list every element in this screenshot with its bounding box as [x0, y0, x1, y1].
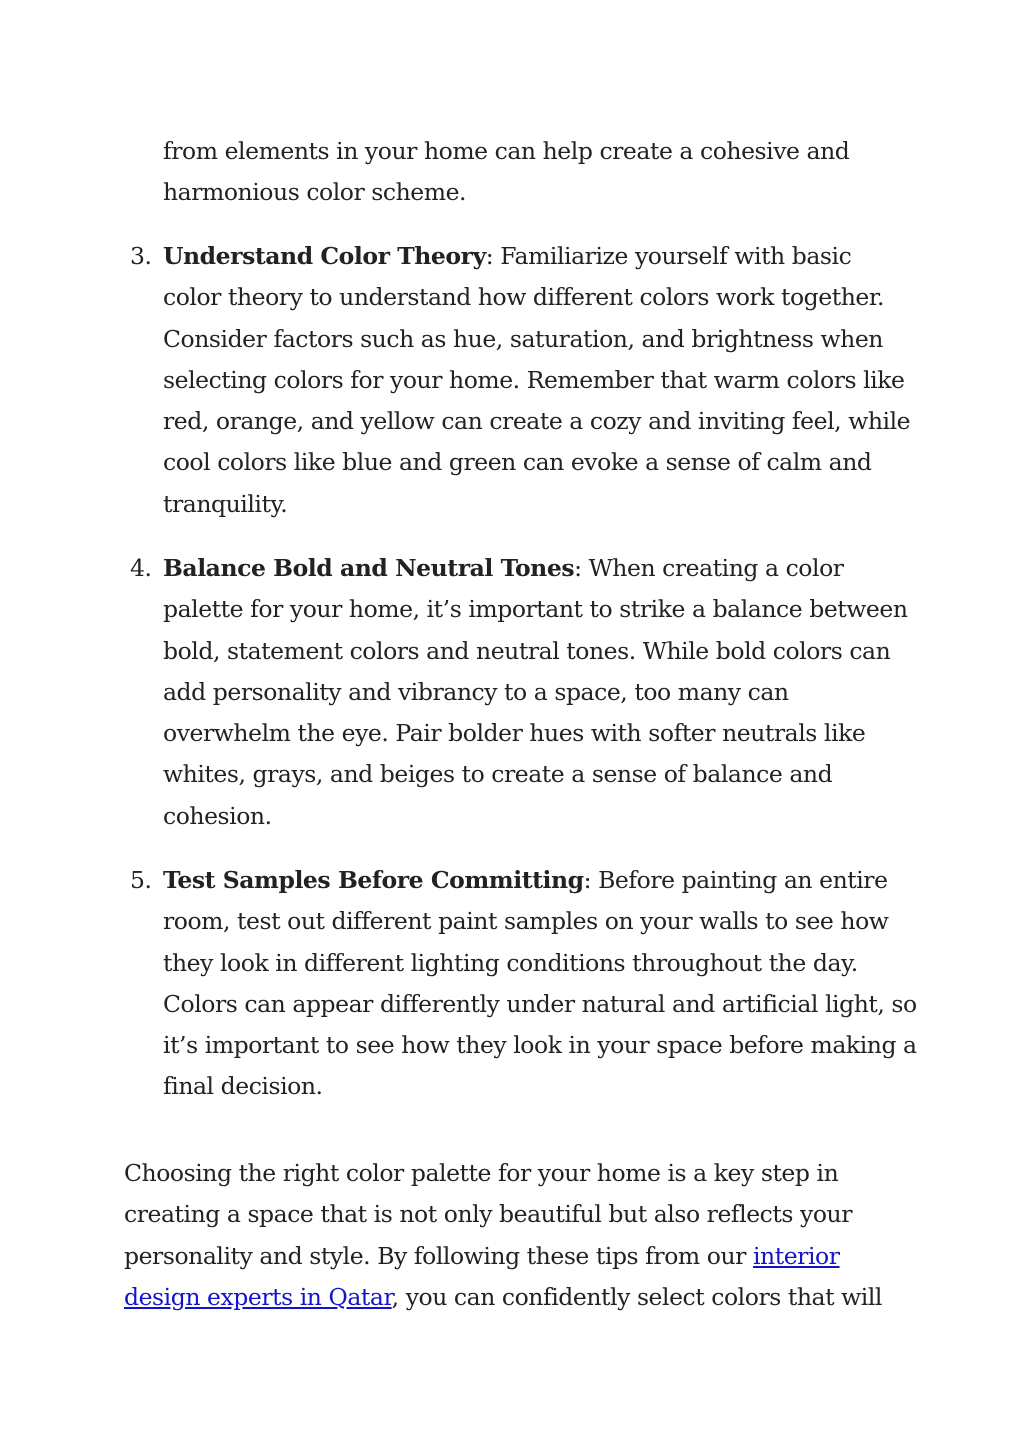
text-fragment: : When creating a color — [574, 554, 844, 582]
list-item-body — [163, 236, 911, 525]
text-line: final decision. — [163, 1072, 323, 1101]
text-fragment: : Before painting an entire — [583, 866, 888, 894]
text-line: Colors can appear differently under natural and artificial light, so — [163, 989, 917, 1018]
text-line: it’s important to see how they look in your space before making a — [163, 1031, 917, 1060]
interior-design-link-part-1[interactable]: interior — [752, 1241, 840, 1270]
text-line: palette for your home, it’s important to strike a balance between — [163, 595, 908, 624]
text-fragment: personality and style. By following these tips from our — [124, 1241, 753, 1270]
text-line: creating a space that is not only beautiful but also reflects your — [124, 1200, 853, 1229]
list-item-title: Balance Bold and Neutral Tones — [163, 554, 575, 582]
interior-design-link-part-2[interactable]: design experts in Qatar — [124, 1282, 392, 1311]
list-item-3 — [124, 236, 911, 525]
text-line: from elements in your home can help create a cohesive and — [163, 137, 850, 165]
conclusion-paragraph — [124, 1153, 904, 1318]
text-line: overwhelm the eye. Pair bolder hues with softer neutrals like — [163, 719, 866, 748]
text-line — [163, 236, 904, 277]
text-line: add personality and vibrancy to a space, too many can — [163, 677, 789, 706]
text-line: cool colors like blue and green can evoke a sense of calm and — [163, 448, 872, 477]
text-line: Choosing the right color palette for your home is a key step in — [124, 1159, 839, 1187]
list-number: 5. — [130, 866, 152, 894]
list-item-body — [163, 860, 917, 1108]
text-line — [124, 1236, 904, 1277]
text-fragment: : Familiarize yourself with basic — [485, 242, 852, 270]
list-item-title: Test Samples Before Committing — [163, 866, 584, 894]
text-line: selecting colors for your home. Remember that warm colors like — [163, 365, 905, 394]
list-item-body — [163, 548, 908, 837]
text-line: tranquility. — [163, 489, 288, 518]
text-line: cohesion. — [163, 801, 272, 830]
text-line: whites, grays, and beiges to create a sense of balance and — [163, 760, 833, 789]
list-number: 3. — [130, 242, 152, 270]
text-line: bold, statement colors and neutral tones. While bold colors can — [163, 636, 891, 665]
text-line: room, test out different paint samples on your walls to see how — [163, 907, 889, 936]
list-item-title: Understand Color Theory — [163, 242, 486, 270]
text-line: color theory to understand how different colors work together. — [163, 283, 885, 312]
list-item-5 — [124, 860, 917, 1108]
text-line — [163, 860, 904, 901]
text-line: red, orange, and yellow can create a cozy and inviting feel, while — [163, 407, 911, 436]
text-line: harmonious color scheme. — [163, 178, 467, 207]
list-number: 4. — [130, 554, 152, 582]
text-fragment: , you can confidently select colors that will — [391, 1282, 882, 1311]
text-line — [163, 548, 904, 589]
list-item-2-continuation — [163, 131, 903, 214]
text-line — [124, 1277, 904, 1318]
text-line: Consider factors such as hue, saturation, and brightness when — [163, 324, 883, 353]
list-item-4 — [124, 548, 908, 837]
text-line: they look in different lighting conditions throughout the day. — [163, 948, 858, 977]
